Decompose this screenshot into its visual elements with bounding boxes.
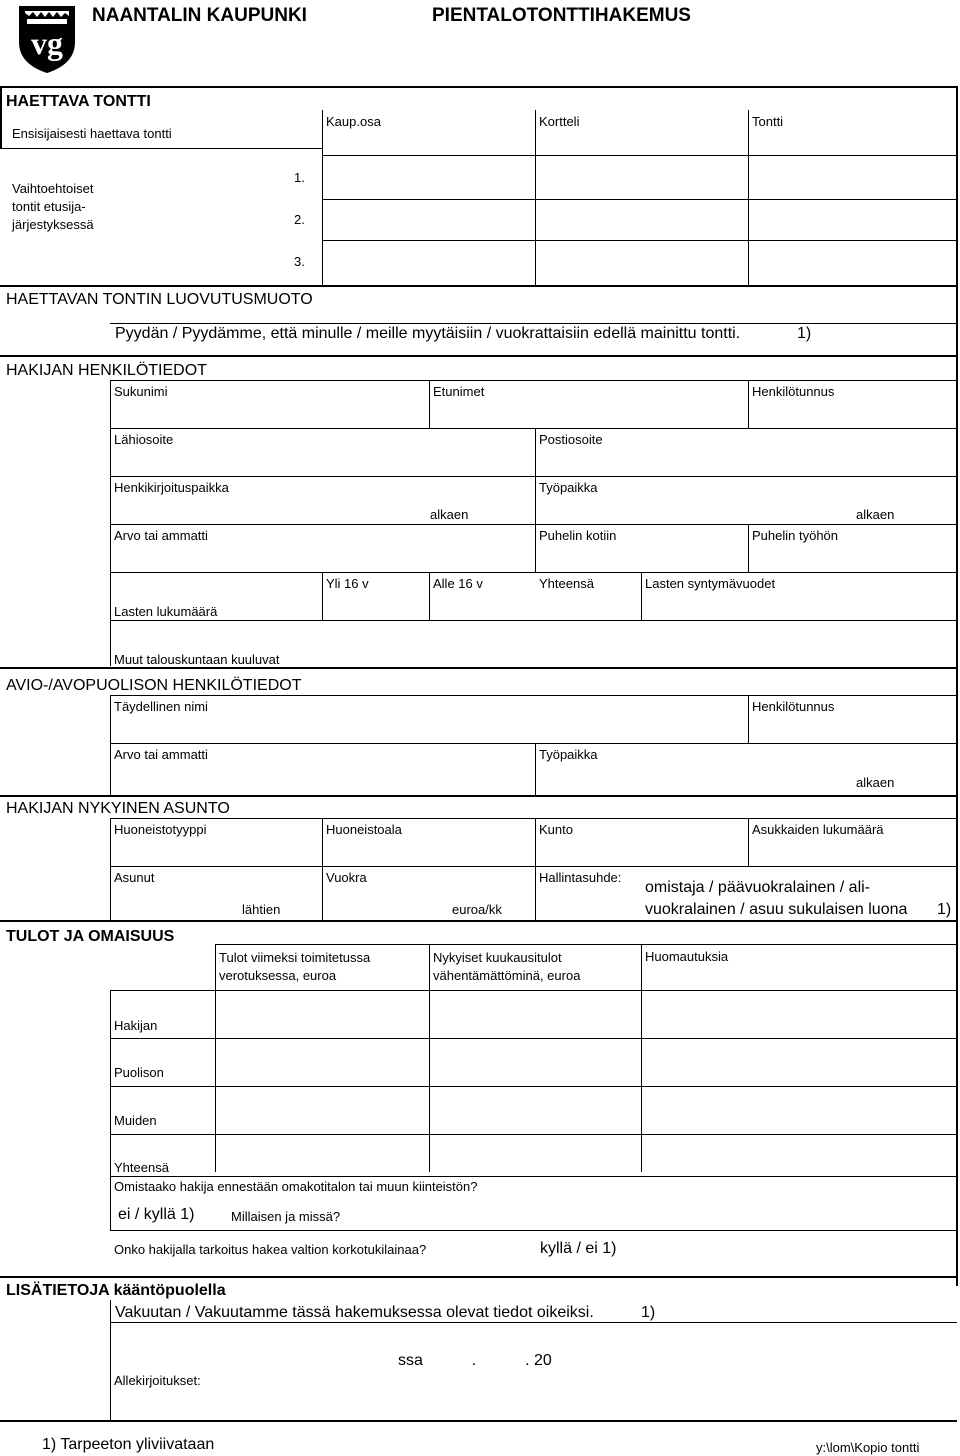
svg-text:vg: vg bbox=[31, 25, 63, 61]
line bbox=[748, 695, 749, 743]
line bbox=[110, 323, 957, 324]
ei-kylla-options: ei / kyllä 1) bbox=[118, 1206, 195, 1223]
line bbox=[110, 695, 111, 795]
alt-label-line2: tontit etusija- bbox=[12, 199, 86, 214]
frame-left-top bbox=[0, 86, 2, 148]
row-yhteensa: Yhteensä bbox=[114, 1160, 169, 1175]
luovutus-note: 1) bbox=[797, 325, 812, 342]
line bbox=[0, 667, 957, 669]
line bbox=[110, 476, 957, 477]
col-tulot-verotus-2: verotuksessa, euroa bbox=[219, 968, 337, 983]
line bbox=[110, 1176, 957, 1177]
line bbox=[322, 199, 957, 200]
col-huomautuksia: Huomautuksia bbox=[645, 949, 729, 964]
line bbox=[215, 944, 957, 945]
footnote: 1) Tarpeeton yliviivataan bbox=[42, 1436, 215, 1453]
line bbox=[0, 920, 957, 922]
alkaen-label-3: alkaen bbox=[856, 775, 895, 790]
line bbox=[322, 818, 323, 920]
line bbox=[215, 944, 216, 1172]
row-muiden: Muiden bbox=[114, 1113, 157, 1128]
col-kuukausitulot-1: Nykyiset kuukausitulot bbox=[433, 950, 562, 965]
line bbox=[110, 990, 957, 991]
hallinta-options-2: vuokralainen / asuu sukulaisen luona bbox=[645, 901, 908, 918]
line bbox=[535, 818, 536, 920]
section-title-asunto: HAKIJAN NYKYINEN ASUNTO bbox=[6, 800, 230, 817]
field-asunut: Asunut bbox=[114, 870, 155, 885]
line bbox=[0, 285, 957, 287]
alt-label-line1: Vaihtoehtoiset bbox=[12, 181, 94, 196]
date-place-line: ssa . . 20 bbox=[398, 1352, 552, 1369]
line bbox=[0, 1420, 957, 1422]
field-arvo: Arvo tai ammatti bbox=[114, 528, 208, 543]
field-vuokra: Vuokra bbox=[326, 870, 367, 885]
section-title-tulot: TULOT JA OMAISUUS bbox=[6, 928, 175, 945]
line bbox=[0, 148, 322, 149]
alt-label-line3: järjestyksessä bbox=[12, 217, 94, 232]
field-huoneistoala: Huoneistoala bbox=[326, 822, 402, 837]
field-puoliso-arvo: Arvo tai ammatti bbox=[114, 747, 208, 762]
line bbox=[429, 380, 430, 428]
omistaako-question: Omistaako hakija ennestään omakotitalon tai muun kiinteistön? bbox=[114, 1179, 478, 1194]
field-kunto: Kunto bbox=[539, 822, 573, 837]
row-hakijan: Hakijan bbox=[114, 1018, 158, 1033]
kylla-ei-options: kyllä / ei 1) bbox=[540, 1240, 617, 1257]
field-henkikirjoituspaikka: Henkikirjoituspaikka bbox=[114, 480, 229, 495]
lahtien-label: lähtien bbox=[242, 902, 281, 917]
line bbox=[0, 1276, 957, 1278]
korkotuki-question: Onko hakijalla tarkoitus hakea valtion korkotukilainaa? bbox=[114, 1242, 427, 1257]
frame-top bbox=[0, 86, 957, 88]
field-etunimet: Etunimet bbox=[433, 384, 485, 399]
line bbox=[748, 380, 749, 428]
vakuutus-note: 1) bbox=[641, 1304, 656, 1321]
field-huoneistotyyppi: Huoneistotyyppi bbox=[114, 822, 207, 837]
line bbox=[110, 695, 957, 696]
alkaen-label-2: alkaen bbox=[856, 507, 895, 522]
field-sukunimi: Sukunimi bbox=[114, 384, 168, 399]
line bbox=[429, 572, 430, 620]
alt-number-2: 2. bbox=[294, 212, 305, 227]
section-title-lisatietoja: LISÄTIETOJA kääntöpuolella bbox=[6, 1282, 226, 1299]
allekirjoitukset-label: Allekirjoitukset: bbox=[114, 1373, 201, 1388]
frame-right bbox=[956, 86, 958, 1286]
alt-number-3: 3. bbox=[294, 254, 305, 269]
field-lahiosoite: Lähiosoite bbox=[114, 432, 174, 447]
line bbox=[110, 428, 957, 429]
field-tyopaikka: Työpaikka bbox=[539, 480, 598, 495]
field-puhelin-tyohon: Puhelin työhön bbox=[752, 528, 839, 543]
col-tulot-verotus-1: Tulot viimeksi toimitetussa bbox=[219, 950, 371, 965]
line bbox=[322, 110, 323, 286]
line bbox=[110, 743, 957, 744]
row-puolison: Puolison bbox=[114, 1065, 164, 1080]
field-yhteensa: Yhteensä bbox=[539, 576, 594, 591]
col-kaupunginosa: Kaup.osa bbox=[326, 114, 381, 129]
org-name: NAANTALIN KAUPUNKI bbox=[92, 5, 307, 26]
euroa-kk-label: euroa/kk bbox=[452, 902, 502, 917]
millaisen-label: Millaisen ja missä? bbox=[231, 1209, 341, 1224]
line bbox=[535, 110, 536, 286]
hallinta-note: 1) bbox=[937, 901, 952, 918]
city-logo bbox=[17, 2, 77, 74]
line bbox=[110, 1038, 957, 1039]
line bbox=[110, 1086, 957, 1087]
line bbox=[535, 428, 536, 572]
line bbox=[322, 572, 323, 620]
alkaen-label-1: alkaen bbox=[430, 507, 469, 522]
line bbox=[322, 155, 957, 156]
section-title-haettava: HAETTAVA TONTTI bbox=[6, 93, 151, 110]
alt-number-1: 1. bbox=[294, 170, 305, 185]
line bbox=[748, 524, 749, 572]
section-title-hakija: HAKIJAN HENKILÖTIEDOT bbox=[6, 362, 207, 379]
vakuutus-text: Vakuutan / Vakuutamme tässä hakemuksessa olevat tiedot oikeiksi. bbox=[115, 1304, 594, 1321]
line bbox=[0, 355, 957, 357]
field-taydellinen-nimi: Täydellinen nimi bbox=[114, 699, 208, 714]
line bbox=[110, 990, 111, 1230]
field-puoliso-tyopaikka: Työpaikka bbox=[539, 747, 598, 762]
line bbox=[0, 795, 957, 797]
field-lasten-syntymavuodet: Lasten syntymävuodet bbox=[645, 576, 776, 591]
col-kuukausitulot-2: vähentämättöminä, euroa bbox=[433, 968, 581, 983]
document-title: PIENTALOTONTTIHAKEMUS bbox=[432, 5, 691, 26]
line bbox=[110, 1300, 111, 1420]
field-puhelin-kotiin: Puhelin kotiin bbox=[539, 528, 617, 543]
field-puoliso-henkilotunnus: Henkilötunnus bbox=[752, 699, 835, 714]
luovutus-text: Pyydän / Pyydämme, että minulle / meille myytäisiin / vuokrattaisiin edellä mainittu tontti. bbox=[115, 325, 741, 342]
line bbox=[110, 818, 957, 819]
line bbox=[641, 944, 642, 1172]
line bbox=[535, 743, 536, 795]
line bbox=[110, 524, 957, 525]
line bbox=[748, 110, 749, 286]
file-path: y:\lom\Kopio tontti bbox=[816, 1440, 920, 1455]
coat-of-arms-icon bbox=[17, 2, 77, 74]
line bbox=[110, 1322, 957, 1323]
line bbox=[429, 944, 430, 1172]
field-muut: Muut talouskuntaan kuuluvat bbox=[114, 652, 280, 667]
col-tontti: Tontti bbox=[752, 114, 784, 129]
line bbox=[748, 818, 749, 866]
section-title-puoliso: AVIO-/AVOPUOLISON HENKILÖTIEDOT bbox=[6, 677, 302, 694]
hallinta-options-1: omistaja / päävuokralainen / ali- bbox=[645, 879, 871, 896]
line bbox=[110, 380, 111, 666]
line bbox=[110, 866, 957, 867]
line bbox=[322, 240, 957, 241]
line bbox=[641, 572, 642, 620]
line bbox=[110, 818, 111, 920]
line bbox=[110, 380, 957, 381]
field-postiosoite: Postiosoite bbox=[539, 432, 603, 447]
field-lasten-lukumaara: Lasten lukumäärä bbox=[114, 604, 218, 619]
col-kortteli: Kortteli bbox=[539, 114, 580, 129]
field-yli16: Yli 16 v bbox=[326, 576, 369, 591]
line bbox=[110, 572, 957, 573]
line bbox=[110, 620, 957, 621]
field-alle16: Alle 16 v bbox=[433, 576, 483, 591]
field-hallintasuhde: Hallintasuhde: bbox=[539, 870, 622, 885]
section-title-luovutus: HAETTAVAN TONTIN LUOVUTUSMUOTO bbox=[6, 291, 313, 308]
primary-plot-label: Ensisijaisesti haettava tontti bbox=[12, 126, 172, 141]
line bbox=[110, 1230, 957, 1231]
line bbox=[110, 1134, 957, 1135]
field-asukkaiden-lukumaara: Asukkaiden lukumäärä bbox=[752, 822, 884, 837]
field-henkilotunnus: Henkilötunnus bbox=[752, 384, 835, 399]
